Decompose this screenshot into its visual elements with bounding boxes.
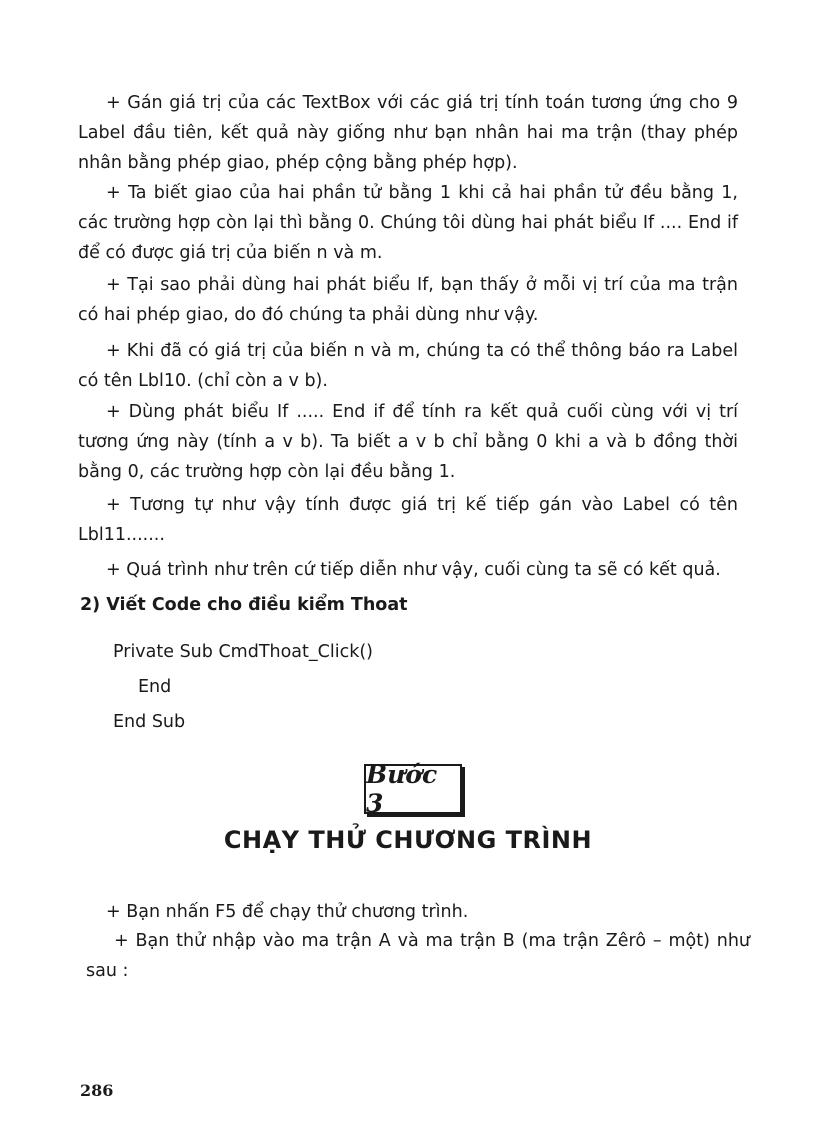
- paragraph-text: + Quá trình như trên cứ tiếp diễn như vậy, cuối cùng ta sẽ có kết quả.: [106, 560, 721, 580]
- paragraph-text: + Bạn nhấn F5 để chạy thử chương trình.: [106, 902, 469, 922]
- paragraph-why-two-if: [78, 270, 738, 330]
- paragraph-text: + Gán giá trị của các TextBox với các giá trị tính toán tương ứng cho 9 Label đầu tiên, kết quả này giống như bạn nhân hai ma trận (thay phép nhân bằng phép giao, phép cộng bằng phép hợp).: [78, 93, 738, 173]
- paragraph-text: + Ta biết giao của hai phần tử bằng 1 khi cả hai phần tử đều bằng 1, các trường hợp còn lại thì bằng 0. Chúng tôi dùng hai phát biểu If .... End if để có được giá trị của biến n và m.: [78, 183, 738, 263]
- page-number: 286: [80, 1081, 114, 1100]
- paragraph-next-value: [78, 490, 738, 550]
- paragraph-textbox-assignment: [78, 88, 738, 178]
- paragraph-intersection-rule: [78, 178, 738, 268]
- code-line-end: End: [138, 677, 172, 697]
- code-line-end-sub: End Sub: [113, 712, 186, 732]
- paragraph-enter-matrices: [86, 926, 750, 986]
- paragraph-text: + Khi đã có giá trị của biến n và m, chúng ta có thể thông báo ra Label có tên Lbl10. (chỉ còn a v b).: [78, 341, 738, 391]
- paragraph-process-continues: [78, 555, 738, 585]
- paragraph-text: + Tại sao phải dùng hai phát biểu If, bạn thấy ở mỗi vị trí của ma trận có hai phép giao, do đó chúng ta phải dùng như vậy.: [78, 275, 738, 325]
- paragraph-press-f5: [78, 897, 738, 927]
- section-title: CHẠY THỬ CHƯƠNG TRÌNH: [223, 826, 593, 854]
- code-line-sub-declaration: Private Sub CmdThoat_Click(): [113, 642, 373, 662]
- paragraph-notify-label: [78, 336, 738, 396]
- paragraph-text: + Dùng phát biểu If ..... End if để tính ra kết quả cuối cùng với vị trí tương ứng này (tính a v b). Ta biết a v b chỉ bằng 0 khi a và b đồng thời bằng 0, các trường hợp còn lại đều bằng 1.: [78, 402, 738, 482]
- paragraph-final-result: [78, 397, 738, 487]
- paragraph-text: + Tương tự như vậy tính được giá trị kế tiếp gán vào Label có tên Lbl11.......: [78, 495, 738, 545]
- step-label-box: Bước 3: [364, 764, 462, 814]
- paragraph-text: + Bạn thử nhập vào ma trận A và ma trận B (ma trận Zêrô – một) như sau :: [86, 931, 750, 981]
- subheading-code-thoat: 2) Viết Code cho điều kiểm Thoat: [80, 595, 408, 615]
